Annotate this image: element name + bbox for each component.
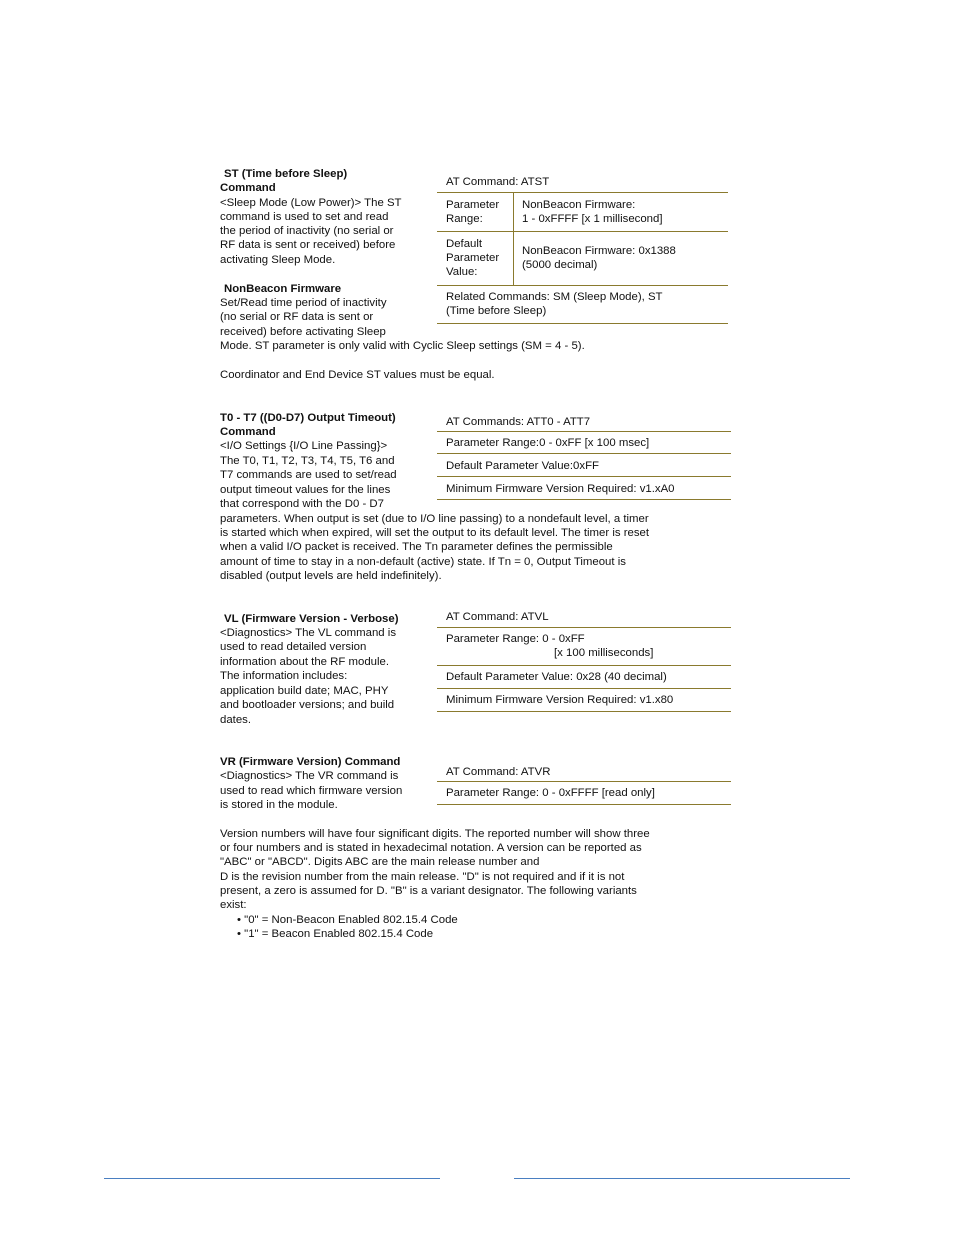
vr-title: VR (Firmware Version) Command — [220, 756, 401, 768]
table-rule — [437, 476, 731, 477]
vl-param-range-unit: [x 100 milliseconds] — [554, 647, 654, 659]
table-rule — [437, 711, 731, 712]
st-nb-line: Mode. ST parameter is only valid with Cyclic Sleep settings (SM = 4 - 5). — [220, 340, 585, 352]
table-rule — [437, 285, 728, 286]
vl-at-command: AT Command: ATVL — [446, 611, 549, 623]
vl-min-fw: Minimum Firmware Version Required: v1.x80 — [446, 694, 674, 706]
vl-desc-line: <Diagnostics> The VL command is — [220, 627, 397, 639]
footer-rule-right — [514, 1178, 850, 1179]
table-rule — [437, 192, 728, 193]
st-default-value: (5000 decimal) — [522, 259, 598, 271]
st-title-cont: Command — [220, 182, 276, 194]
st-default-label: Parameter — [446, 252, 500, 264]
vl-desc-line: dates. — [220, 714, 252, 726]
vr-body-line: D is the revision number from the main release. "D" is not required and if it is not — [220, 871, 625, 883]
table-rule — [437, 431, 731, 432]
vl-desc-line: used to read detailed version — [220, 641, 367, 653]
t0-desc-line: disabled (output levels are held indefinitely). — [220, 570, 442, 582]
t0-at-command: AT Commands: ATT0 - ATT7 — [446, 416, 591, 428]
vl-desc-line: information about the RF module. — [220, 656, 390, 668]
vl-desc-line: The information includes: — [220, 670, 348, 682]
table-rule — [437, 453, 731, 454]
t0-desc-line: output timeout values for the lines — [220, 484, 391, 496]
st-related: Related Commands: SM (Sleep Mode), ST — [446, 291, 663, 303]
t0-desc-line: The T0, T1, T2, T3, T4, T5, T6 and — [220, 455, 395, 467]
t0-desc-line: amount of time to stay in a non-default (active) state. If Tn = 0, Output Timeout is — [220, 556, 626, 568]
t0-desc-line: is started which when expired, will set the output to its default level. The timer is reset — [220, 527, 650, 539]
table-rule — [437, 231, 728, 232]
vl-desc-line: application build date; MAC, PHY — [220, 685, 389, 697]
st-desc-line: activating Sleep Mode. — [220, 254, 336, 266]
st-at-command: AT Command: ATST — [446, 176, 550, 188]
vr-variant-bullet: • "0" = Non-Beacon Enabled 802.15.4 Code — [237, 914, 458, 926]
vr-body-line: present, a zero is assumed for D. "B" is a variant designator. The following variants — [220, 885, 637, 897]
st-default-value: NonBeacon Firmware: 0x1388 — [522, 245, 676, 257]
table-rule — [437, 323, 728, 324]
st-desc-line: command is used to set and read — [220, 211, 389, 223]
st-param-range-label: Parameter — [446, 199, 500, 211]
t0-desc-line: when a valid I/O packet is received. The Tn parameter defines the permissible — [220, 541, 613, 553]
vr-variant-bullet: • "1" = Beacon Enabled 802.15.4 Code — [237, 928, 434, 940]
vr-desc-line: used to read which firmware version — [220, 785, 403, 797]
st-param-range-label: Range: — [446, 213, 483, 225]
st-default-label: Value: — [446, 266, 478, 278]
st-param-range-value: 1 - 0xFFFF [x 1 millisecond] — [522, 213, 663, 225]
st-param-range-value: NonBeacon Firmware: — [522, 199, 636, 211]
table-rule — [437, 781, 731, 782]
vr-body-line: Version numbers will have four significant digits. The reported number will show three — [220, 828, 650, 840]
t0-min-fw: Minimum Firmware Version Required: v1.xA0 — [446, 483, 675, 495]
st-title: ST (Time before Sleep) — [224, 168, 348, 180]
vl-title: VL (Firmware Version - Verbose) — [224, 613, 399, 625]
table-rule — [437, 499, 731, 500]
st-nonbeacon-heading: NonBeacon Firmware — [224, 283, 342, 295]
st-nb-line: Set/Read time period of inactivity — [220, 297, 387, 309]
st-related: (Time before Sleep) — [446, 305, 547, 317]
t0-desc-line: parameters. When output is set (due to I/O line passing) to a nondefault level, a timer — [220, 513, 649, 525]
st-desc-line: RF data is sent or received) before — [220, 239, 396, 251]
vl-desc-line: and bootloader versions; and build — [220, 699, 395, 711]
t0-title: T0 - T7 ((D0-D7) Output Timeout) — [220, 412, 396, 424]
t0-param-range: Parameter Range:0 - 0xFF [x 100 msec] — [446, 437, 650, 449]
t0-desc-line: <I/O Settings {I/O Line Passing}> — [220, 440, 388, 452]
vl-param-range: Parameter Range: 0 - 0xFF — [446, 633, 585, 645]
t0-desc-line: T7 commands are used to set/read — [220, 469, 397, 481]
table-rule — [437, 627, 731, 628]
table-rule — [437, 804, 731, 805]
vr-body-line: or four numbers and is stated in hexadecimal notation. A version can be reported as — [220, 842, 642, 854]
table-rule — [437, 688, 731, 689]
st-note: Coordinator and End Device ST values must be equal. — [220, 369, 495, 381]
table-column-divider — [513, 193, 514, 285]
st-default-label: Default — [446, 238, 483, 250]
st-desc-line: <Sleep Mode (Low Power)> The ST — [220, 197, 402, 209]
vr-body-line: "ABC" or "ABCD". Digits ABC are the main release number and — [220, 856, 540, 868]
vr-desc-line: <Diagnostics> The VR command is — [220, 770, 399, 782]
t0-default: Default Parameter Value:0xFF — [446, 460, 599, 472]
table-rule — [437, 665, 731, 666]
st-nb-line: (no serial or RF data is sent or — [220, 311, 374, 323]
t0-desc-line: that correspond with the D0 - D7 — [220, 498, 384, 510]
vr-param-range: Parameter Range: 0 - 0xFFFF [read only] — [446, 787, 655, 799]
st-desc-line: the period of inactivity (no serial or — [220, 225, 394, 237]
st-nb-line: received) before activating Sleep — [220, 326, 386, 338]
vr-desc-line: is stored in the module. — [220, 799, 338, 811]
vl-default: Default Parameter Value: 0x28 (40 decimal) — [446, 671, 667, 683]
vr-at-command: AT Command: ATVR — [446, 766, 551, 778]
vr-body-line: exist: — [220, 899, 247, 911]
t0-title-cont: Command — [220, 426, 276, 438]
footer-rule-left — [104, 1178, 440, 1179]
